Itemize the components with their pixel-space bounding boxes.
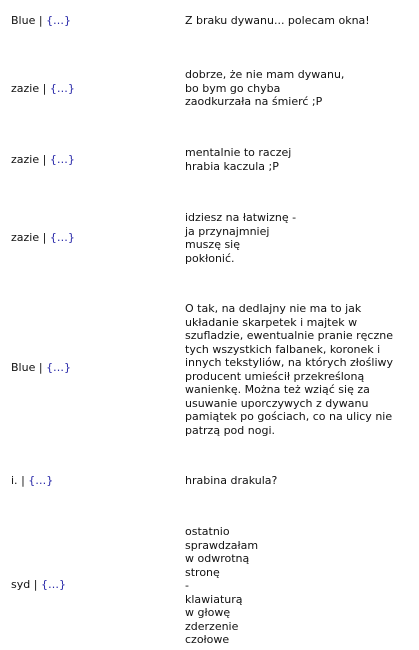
comment-meta <box>11 474 53 487</box>
comment-text: hrabina drakula? <box>185 474 278 487</box>
comment-text: dobrze, że nie mam dywanu, bo bym go chyba zaodkurzała na śmierć ;P <box>185 68 345 108</box>
comment-author: i. <box>11 474 18 487</box>
comment-meta <box>11 153 75 166</box>
comment-author: zazie <box>11 153 40 166</box>
comment-author: Blue <box>11 361 36 374</box>
comment-permalink[interactable]: {…} <box>28 474 54 487</box>
comment-meta <box>11 578 66 591</box>
comment-meta <box>11 231 75 244</box>
meta-separator: | <box>42 82 47 95</box>
comment-author: syd <box>11 578 31 591</box>
comment-text: mentalnie to raczej hrabia kaczula ;P <box>185 146 292 173</box>
comment-meta <box>11 361 71 374</box>
comment-author: zazie <box>11 82 40 95</box>
meta-separator: | <box>42 153 47 166</box>
comment-text: idziesz na łatwiznę - ja przynajmniej muszę się pokłonić. <box>185 211 297 265</box>
comment-meta <box>11 82 75 95</box>
comment-author: Blue <box>11 14 36 27</box>
meta-separator: | <box>33 578 38 591</box>
comment-text: O tak, na dedlajny nie ma to jak układanie skarpetek i majtek w szufladzie, ewentualnie pranie ręczne tych wszystkich falbanek, koronek i innych tekstyliów, na których złośliwy producent umieścił przekreśloną wanienkę. Można też wziąć się za usuwanie uporczywych z dywanu pamiątek po gościach, co na ulicy nie patrzą pod nogi. <box>185 302 394 437</box>
meta-separator: | <box>42 231 47 244</box>
comment-permalink[interactable]: {…} <box>49 82 75 95</box>
comment-permalink[interactable]: {…} <box>49 231 75 244</box>
comment-permalink[interactable]: {…} <box>46 14 72 27</box>
comment-text: ostatnio sprawdzałam w odwrotną stronę - klawiaturą w głowę zderzenie czołowe <box>185 525 259 646</box>
comment-author: zazie <box>11 231 40 244</box>
meta-separator: | <box>38 361 43 374</box>
comment-meta <box>11 14 71 27</box>
meta-separator: | <box>38 14 43 27</box>
meta-separator: | <box>21 474 25 487</box>
comment-permalink[interactable]: {…} <box>49 153 75 166</box>
comment-permalink[interactable]: {…} <box>40 578 66 591</box>
comment-text: Z braku dywanu... polecam okna! <box>185 14 370 27</box>
comment-permalink[interactable]: {…} <box>46 361 72 374</box>
